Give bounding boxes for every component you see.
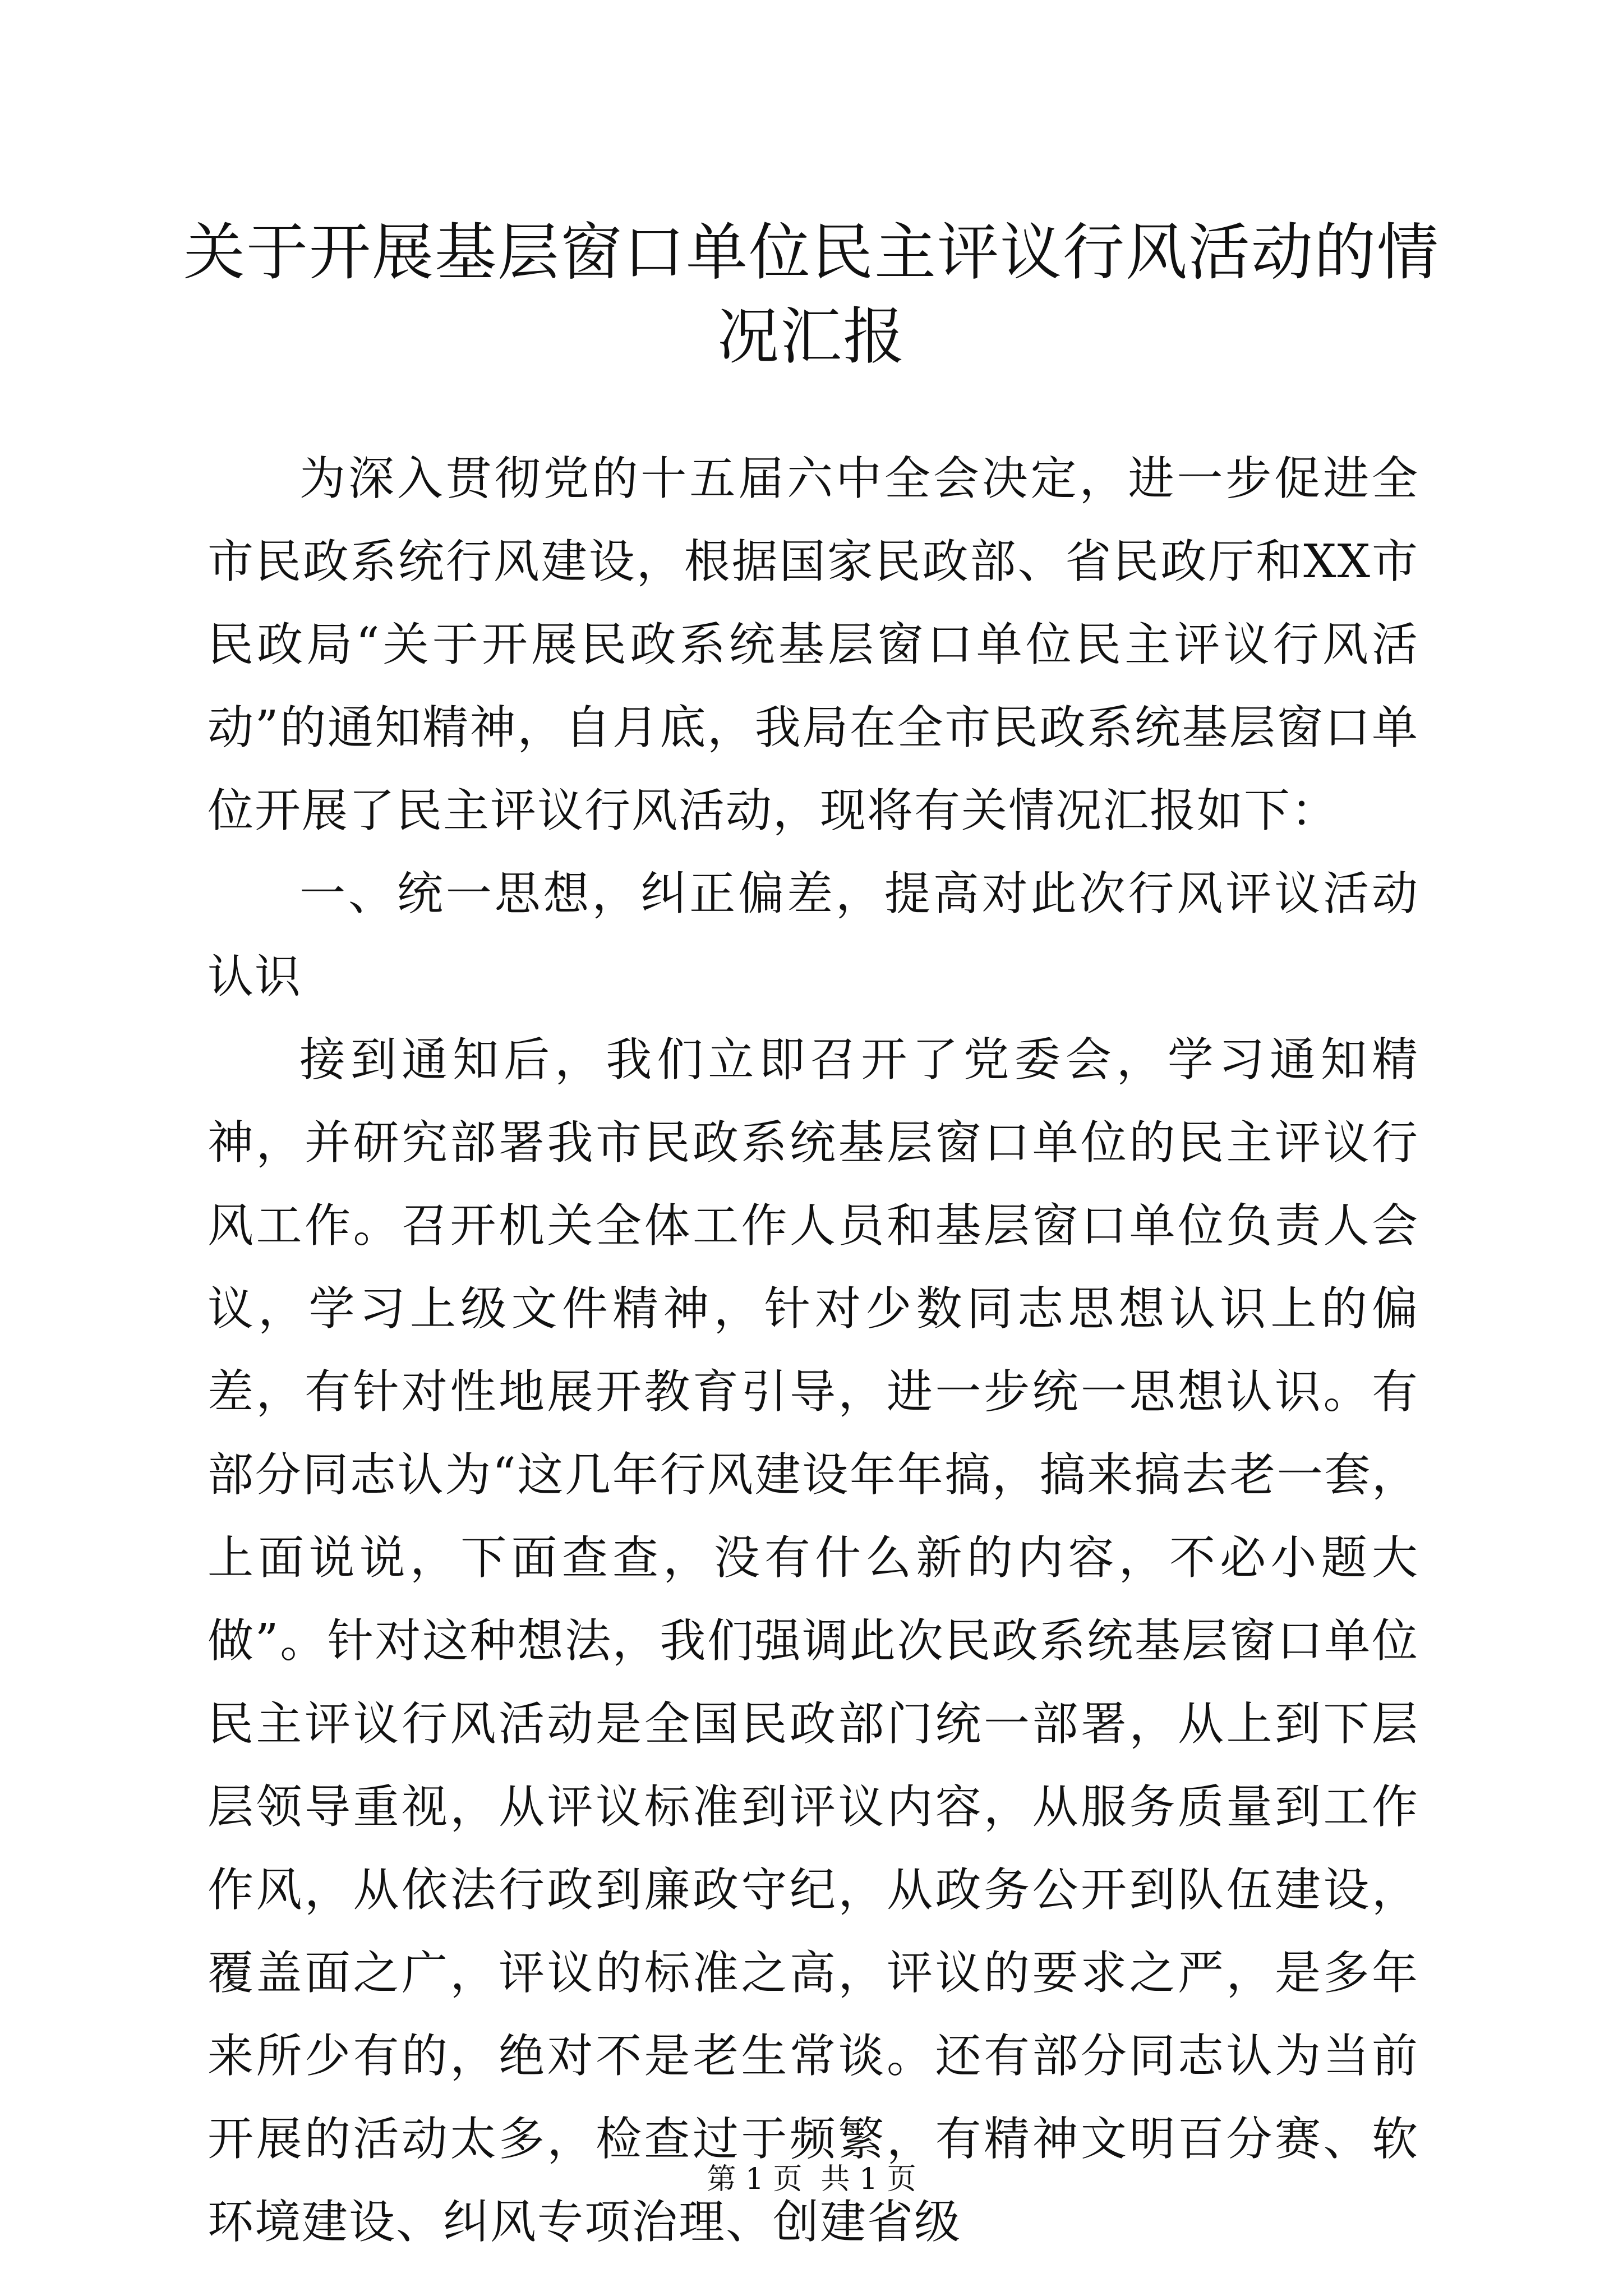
paragraph-section-1: 接到通知后，我们立即召开了党委会，学习通知精神，并研究部署我市民政系统基层窗口单位的民主评议行风工作。召开机关全体工作人员和基层窗口单位负责人会议，学习上级文件精神，针对少数同志思想认识上的偏差，有针对性地展开教育引导，进一步统一思想认识。有部分同志认为“这几年行风建设年年搞，搞来搞去老一套，上面说说，下面查查，没有什么新的内容，不必小题大做”。针对这种想法，我们强调此次民政系统基层窗口单位民主评议行风活动是全国民政部门统一部署，从上到下层层领导重视，从评议标准到评议内容，从服务质量到工作作风，从依法行政到廉政守纪，从政务公开到队伍建设，覆盖面之广，评议的标准之高，评议的要求之严，是多年来所少有的，绝对不是老生常谈。还有部分同志认为当前开展的活动太多，检查过于频繁，有精神文明百分赛、软环境建设、纠风专项治理、创建省级 xyxy=(208,1033,1419,2249)
page-number: 第 1 页 共 1 页 xyxy=(707,2162,916,2196)
document-body xyxy=(208,438,1419,2264)
page-footer xyxy=(0,2160,1623,2199)
section-heading-1: 一、统一思想，纠正偏差，提高对此次行风评议活动认识 xyxy=(208,867,1419,1004)
document-title: 关于开展基层窗口单位民主评议行风活动的情况汇报 xyxy=(183,217,1440,372)
paragraph-intro: 为深入贯彻党的十五届六中全会决定，进一步促进全市民政系统行风建设，根据国家民政部、省民政厅和XX市民政局“关于开展民政系统基层窗口单位民主评议行风活动”的通知精神，自月底，我局在全市民政系统基层窗口单位开展了民主评议行风活动，现将有关情况汇报如下： xyxy=(208,452,1419,838)
